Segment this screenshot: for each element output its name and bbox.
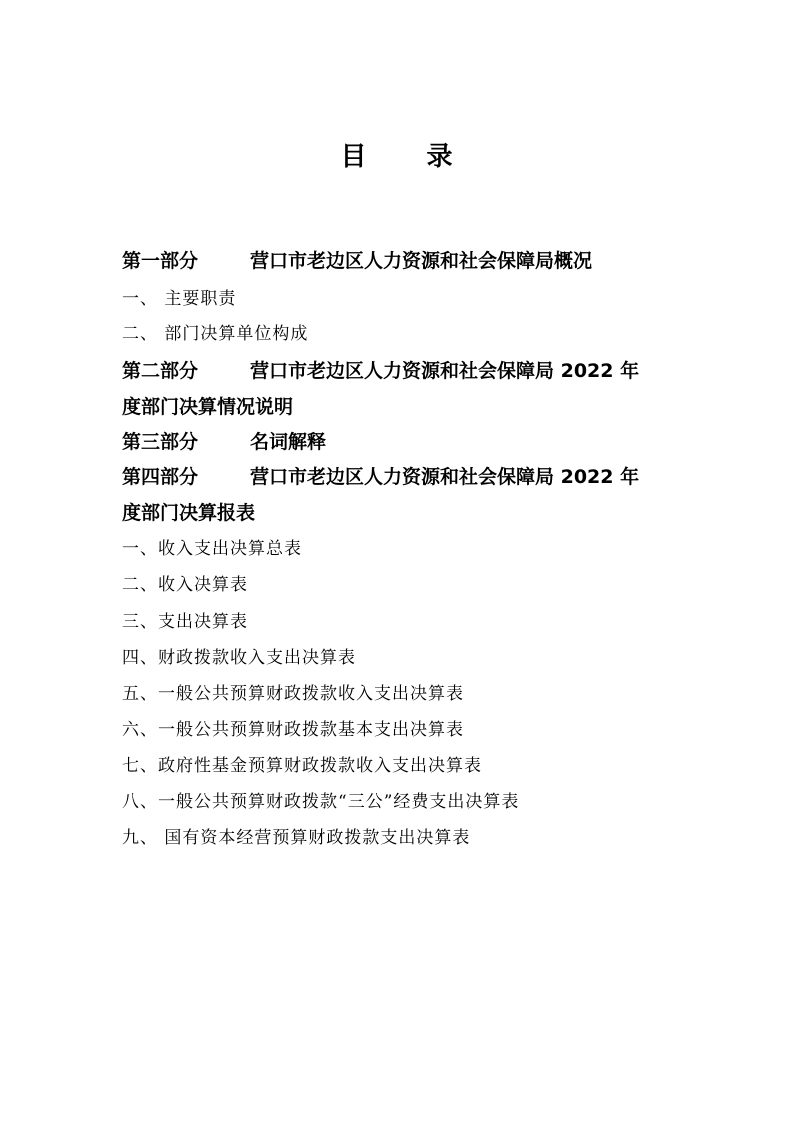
toc-part-4-continued[interactable]: 度部门决算报表: [122, 502, 256, 524]
toc-part-3[interactable]: [122, 433, 326, 452]
toc-part-4[interactable]: [122, 468, 639, 487]
toc-item[interactable]: 八、一般公共预算财政拨款“三公”经费支出决算表: [122, 792, 520, 812]
title-char-2: 录: [426, 142, 453, 172]
toc-part-1[interactable]: [122, 252, 592, 271]
part-title: 营口市老边区人力资源和社会保障局 2022 年: [250, 466, 640, 488]
toc-item[interactable]: 一、 主要职责: [122, 289, 237, 309]
toc-item[interactable]: 六、一般公共预算财政拨款基本支出决算表: [122, 720, 464, 740]
page-title: [0, 136, 793, 173]
toc-item[interactable]: 二、收入决算表: [122, 575, 248, 595]
toc-item[interactable]: 二、 部门决算单位构成: [122, 324, 309, 344]
part-label: 第一部分: [122, 250, 199, 272]
toc-item[interactable]: 一、收入支出决算总表: [122, 539, 302, 559]
toc-item[interactable]: 四、财政拨款收入支出决算表: [122, 648, 356, 668]
toc-item[interactable]: 九、 国有资本经营预算财政拨款支出决算表: [122, 828, 471, 848]
toc-part-2-continued[interactable]: 度部门决算情况说明: [122, 396, 294, 418]
title-char-1: 目: [340, 142, 367, 172]
toc-item[interactable]: 三、支出决算表: [122, 612, 248, 632]
toc-item[interactable]: 五、一般公共预算财政拨款收入支出决算表: [122, 684, 464, 704]
part-title: 营口市老边区人力资源和社会保障局 2022 年: [250, 360, 640, 382]
toc-part-2[interactable]: [122, 362, 639, 381]
toc-item[interactable]: 七、政府性基金预算财政拨款收入支出决算表: [122, 756, 482, 776]
part-label: 第四部分: [122, 466, 199, 488]
part-title: 名词解释: [250, 431, 327, 453]
part-label: 第二部分: [122, 360, 199, 382]
part-title: 营口市老边区人力资源和社会保障局概况: [250, 250, 593, 272]
part-label: 第三部分: [122, 431, 199, 453]
